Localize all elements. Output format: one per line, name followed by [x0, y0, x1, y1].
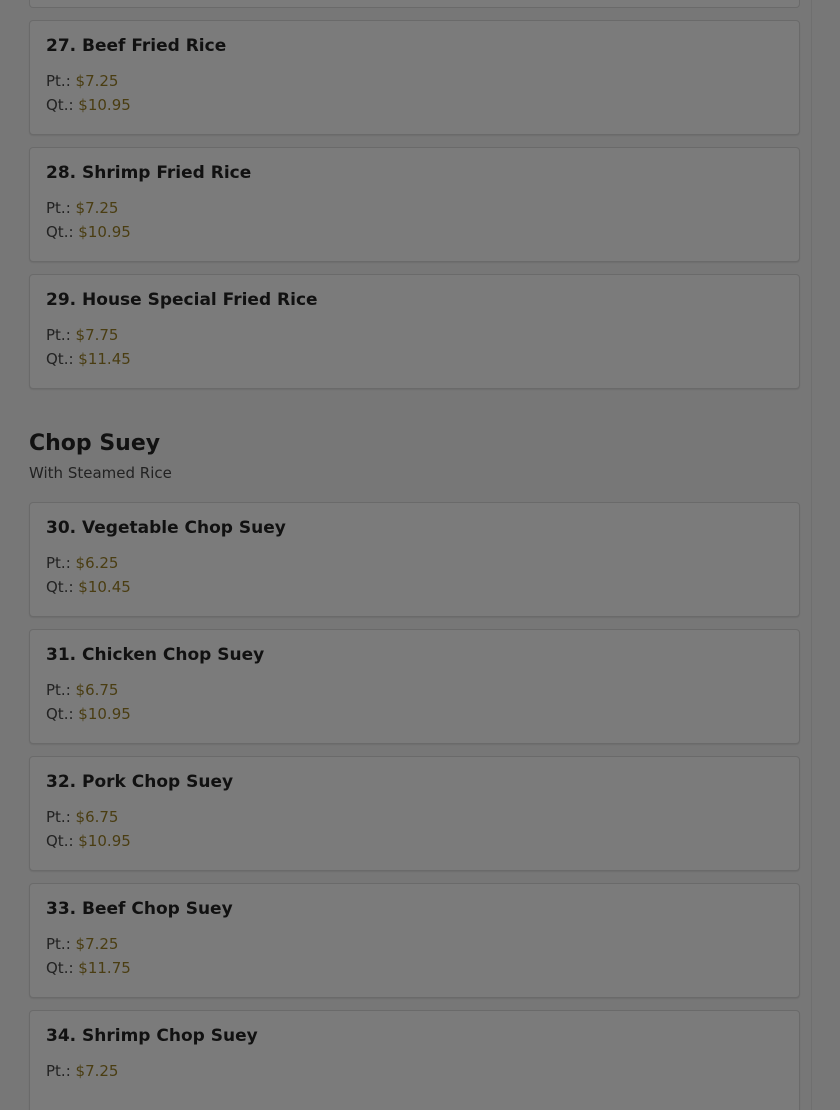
pint-price-line [46, 805, 783, 829]
pint-label: Pt.: [46, 72, 71, 90]
quart-label: Qt.: [46, 96, 74, 114]
pint-price: $6.75 [75, 808, 119, 826]
menu-item-card[interactable] [29, 274, 800, 389]
quart-label: Qt.: [46, 223, 74, 241]
quart-price-line [46, 347, 783, 371]
item-title: 27. Beef Fried Rice [46, 36, 227, 56]
pint-price: $7.25 [75, 935, 119, 953]
menu-item-card[interactable] [29, 502, 800, 617]
quart-price: $10.95 [78, 96, 131, 114]
menu-item-card-partial[interactable] [29, 0, 800, 8]
pint-label: Pt.: [46, 681, 71, 699]
item-title: 30. Vegetable Chop Suey [46, 518, 286, 538]
section-subtitle: With Steamed Rice [29, 464, 172, 482]
menu-item-card[interactable] [29, 629, 800, 744]
pint-price: $6.75 [75, 681, 119, 699]
menu-item-card[interactable] [29, 147, 800, 262]
pint-label: Pt.: [46, 808, 71, 826]
quart-label: Qt.: [46, 959, 74, 977]
section-header-chop-suey [29, 429, 800, 484]
quart-price: $10.95 [78, 832, 131, 850]
quart-price-line [46, 702, 783, 726]
menu-item-card[interactable] [29, 883, 800, 998]
pint-price: $7.25 [75, 199, 119, 217]
item-title: 28. Shrimp Fried Rice [46, 163, 252, 183]
quart-label: Qt.: [46, 578, 74, 596]
pint-price: $7.25 [75, 72, 119, 90]
quart-label: Qt.: [46, 705, 74, 723]
scrollbar-track[interactable] [811, 0, 812, 1110]
item-title: 33. Beef Chop Suey [46, 899, 233, 919]
pint-label: Pt.: [46, 554, 71, 572]
quart-price-line [46, 93, 783, 117]
pint-price-line [46, 678, 783, 702]
menu-item-card[interactable] [29, 756, 800, 871]
pint-price: $7.25 [75, 1062, 119, 1080]
pint-price-line [46, 69, 783, 93]
pint-price-line [46, 551, 783, 575]
menu-content [29, 0, 800, 1110]
pint-label: Pt.: [46, 199, 71, 217]
pint-price-line [46, 1059, 783, 1083]
pint-price-line [46, 196, 783, 220]
item-title: 34. Shrimp Chop Suey [46, 1026, 258, 1046]
quart-price: $11.75 [78, 959, 131, 977]
quart-label: Qt.: [46, 832, 74, 850]
quart-price: $10.95 [78, 223, 131, 241]
menu-item-card[interactable] [29, 1010, 800, 1110]
pint-price-line [46, 323, 783, 347]
pint-label: Pt.: [46, 326, 71, 344]
quart-price: $10.95 [78, 705, 131, 723]
quart-price-line [46, 956, 783, 980]
section-title: Chop Suey [29, 431, 161, 456]
quart-label: Qt.: [46, 350, 74, 368]
pint-price: $7.75 [75, 326, 119, 344]
item-title: 31. Chicken Chop Suey [46, 645, 265, 665]
pint-price: $6.25 [75, 554, 119, 572]
quart-price-line [46, 575, 783, 599]
pint-label: Pt.: [46, 935, 71, 953]
quart-price-line [46, 220, 783, 244]
item-title: 29. House Special Fried Rice [46, 290, 318, 310]
quart-price: $11.45 [78, 350, 131, 368]
pint-price-line [46, 932, 783, 956]
menu-item-card[interactable] [29, 20, 800, 135]
quart-price-line [46, 829, 783, 853]
item-title: 32. Pork Chop Suey [46, 772, 234, 792]
quart-price: $10.45 [78, 578, 131, 596]
pint-label: Pt.: [46, 1062, 71, 1080]
